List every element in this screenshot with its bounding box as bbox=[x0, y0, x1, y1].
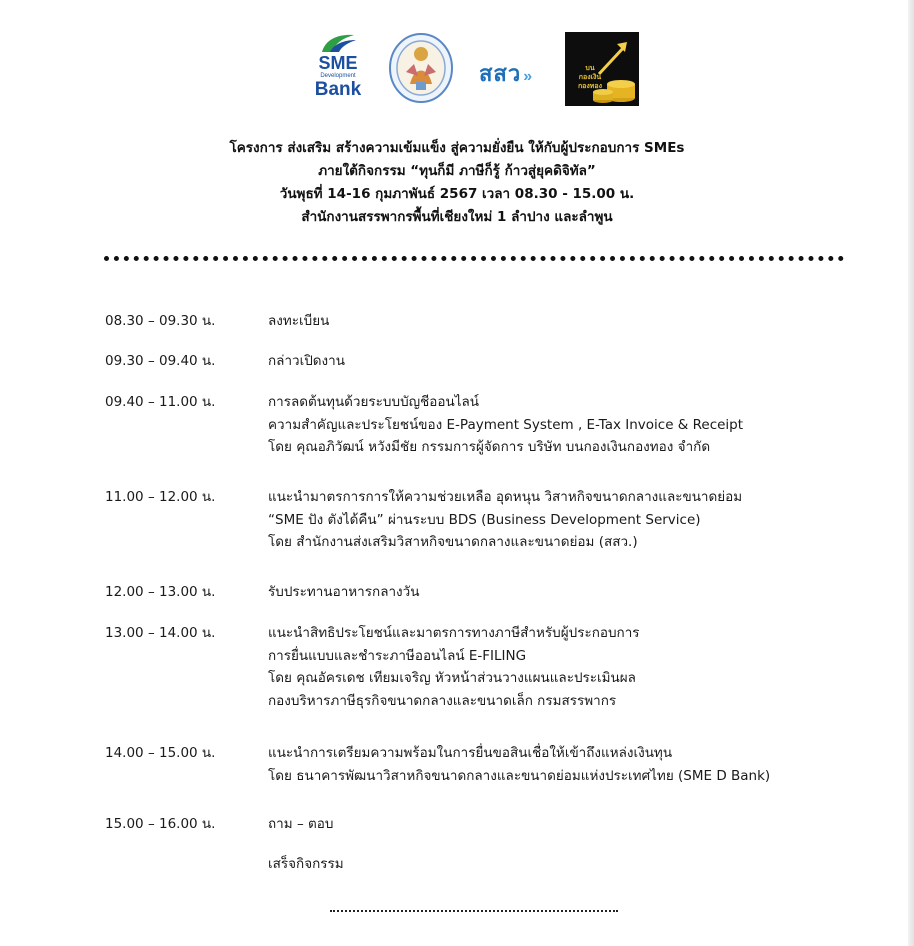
footer-divider bbox=[330, 910, 618, 912]
sme-logo-line3: Bank bbox=[314, 79, 362, 100]
agenda-time: 14.00 – 15.00 น. bbox=[105, 745, 216, 761]
agenda-line: แนะนำการเตรียมความพร้อมในการยื่นขอสินเชื่อให้เข้าถึงแหล่งเงินทุน bbox=[268, 745, 673, 761]
agenda-description bbox=[268, 310, 888, 333]
agenda-line: การยื่นแบบและชำระภาษีออนไลน์ E-FILING bbox=[268, 647, 527, 664]
agenda-line: กล่าวเปิดงาน bbox=[268, 353, 345, 369]
title-line-2: ภายใต้กิจกรรม “ทุนก็มี ภาษีก็รู้ ก้าวสู่ยุคดิจิทัล” bbox=[318, 163, 596, 179]
osmep-logo-text: สสว bbox=[479, 61, 522, 86]
agenda-description bbox=[268, 581, 888, 604]
revenue-department-logo bbox=[388, 32, 454, 104]
gold-logo-line2: กองเงิน bbox=[578, 73, 602, 81]
agenda-line: กองบริหารภาษีธุรกิจขนาดกลางและขนาดเล็ก กรมสรรพากร bbox=[268, 692, 617, 709]
agenda-line: การลดต้นทุนด้วยระบบบัญชีออนไลน์ bbox=[268, 394, 480, 410]
agenda-description bbox=[268, 622, 888, 712]
agenda-line: โดย คุณอัครเดช เทียมเจริญ หัวหน้าส่วนวางแผนและประเมินผล bbox=[268, 670, 636, 686]
logo-bar bbox=[0, 30, 914, 110]
agenda-line: รับประทานอาหารกลางวัน bbox=[268, 584, 420, 600]
agenda-line: ลงทะเบียน bbox=[268, 313, 330, 329]
agenda-description bbox=[268, 350, 888, 373]
agenda-time: 08.30 – 09.30 น. bbox=[105, 313, 216, 329]
gold-money-logo bbox=[565, 32, 639, 106]
header-divider bbox=[104, 256, 844, 261]
agenda-time: 09.30 – 09.40 น. bbox=[105, 353, 216, 369]
agenda-description bbox=[268, 391, 888, 459]
agenda-time: 13.00 – 14.00 น. bbox=[105, 625, 216, 641]
agenda-description bbox=[268, 742, 888, 787]
document-title bbox=[0, 137, 914, 229]
agenda-line: แนะนำมาตรการการให้ความช่วยเหลือ อุดหนุน วิสาหกิจขนาดกลางและขนาดย่อม bbox=[268, 489, 743, 505]
agenda-line: ถาม – ตอบ bbox=[268, 816, 334, 832]
agenda-description bbox=[268, 486, 888, 554]
gold-logo-line3: กองทอง bbox=[577, 82, 603, 90]
agenda-line: “SME ปัง ตังได้คืน” ผ่านระบบ BDS (Business Development Service) bbox=[268, 511, 701, 528]
agenda-line: แนะนำสิทธิประโยชน์และมาตรการทางภาษีสำหรับผู้ประกอบการ bbox=[268, 625, 640, 641]
sme-bank-logo bbox=[310, 32, 366, 106]
osmep-arrow-icon: » bbox=[523, 68, 534, 85]
osmep-logo bbox=[479, 56, 551, 84]
sme-logo-line2: Development bbox=[320, 73, 356, 79]
agenda-line: ความสำคัญและประโยชน์ของ E-Payment System , E-Tax Invoice & Receipt bbox=[268, 416, 744, 433]
agenda-description bbox=[268, 813, 888, 836]
title-line-4: สำนักงานสรรพากรพื้นที่เชียงใหม่ 1 ลำปาง และลำพูน bbox=[301, 209, 613, 225]
title-line-1: โครงการ ส่งเสริม สร้างความเข้มแข็ง สู่ความยั่งยืน ให้กับผู้ประกอบการ SMEs bbox=[229, 140, 685, 156]
agenda-line: โดย ธนาคารพัฒนาวิสาหกิจขนาดกลางและขนาดย่อมแห่งประเทศไทย (SME D Bank) bbox=[268, 767, 771, 784]
agenda-time: 09.40 – 11.00 น. bbox=[105, 394, 216, 410]
agenda-time: 15.00 – 16.00 น. bbox=[105, 816, 216, 832]
agenda-time: 11.00 – 12.00 น. bbox=[105, 489, 216, 505]
agenda-line: เสร็จกิจกรรม bbox=[268, 856, 344, 872]
gold-logo-line1: บน bbox=[585, 64, 595, 72]
agenda-time: 12.00 – 13.00 น. bbox=[105, 584, 216, 600]
sme-logo-line1: SME bbox=[318, 53, 358, 73]
agenda-line: โดย สำนักงานส่งเสริมวิสาหกิจขนาดกลางและขนาดย่อม (สสว.) bbox=[268, 534, 638, 550]
agenda-line: โดย คุณอภิวัฒน์ หวังมีชัย กรรมการผู้จัดการ บริษัท บนกองเงินกองทอง จำกัด bbox=[268, 439, 711, 455]
title-line-3: วันพุธที่ 14-16 กุมภาพันธ์ 2567 เวลา 08.30 - 15.00 น. bbox=[279, 186, 635, 202]
agenda-description bbox=[268, 853, 888, 876]
revenue-department-seal-icon bbox=[388, 32, 454, 104]
gold-logo-text bbox=[575, 64, 605, 91]
sme-swoosh-icon bbox=[318, 32, 358, 54]
